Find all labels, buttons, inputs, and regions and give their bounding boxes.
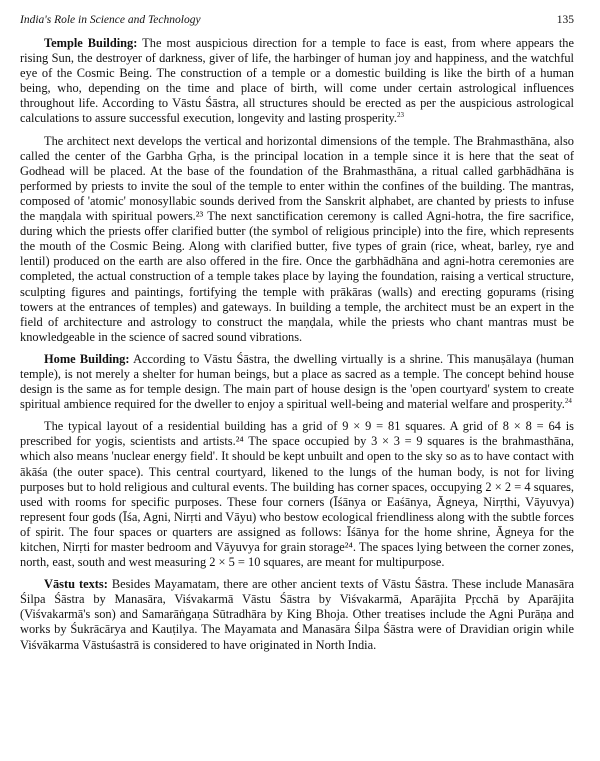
paragraph-text: The typical layout of a residential building has a grid of 9 × 9 = 81 squares. A grid of 8 × 8 = 64 is prescribed for yogis, scientists and artists.²⁴ The space occupied by 3 × 3 = 9 squares is the brahmasthāna, which also means 'nuclear energy field'. It should be kept unbuilt and open to the sky so as to have contact with ākāśa (the outer space). This central courtyard, likened to the lungs of the human body, is not for living purposes but to hold religious and cultural events. The building has corner spaces, occupying 2 × 2 = 4 squares, used with rooms for specific purposes. These four corners (Īśānya or Eaśānya, Āgneya, Nirṛthi, Vāyuvya) represent four gods (Īśa, Agni, Nirṛti and Vāyu) who bestow ecological friendliness along with the subtle forces of spirit. The four spaces or quarters are assigned as follows: Īśānya for the home shrine, Āgneya for the kitchen, Nirṛti for master bedroom and Vāyuvya for grain storage²⁴. The spaces lying between the corner zones, north, east, south and west measuring 2 × 5 = 10 squares, are meant for multipurpose. (20, 419, 574, 570)
paragraph-vastu-texts (20, 577, 574, 652)
paragraph-text: Besides Mayamatam, there are other ancient texts of Vāstu Śāstra. These include Manasāra Śilpa Śāstra by Manasāra, Viśvakarmā Vāstu Śāstra by Viśvakarmā, Aparājita Pṛcchā by Aparājita (Viśvakarmā's son) and Samarāṅgaṇa Sūtradhāra by King Bhoja. Other treatises include the Agni Purāṇa and works by Śukrācārya and Kauṭilya. The Mayamata and Manasāra Śilpa Śāstra were of Dravidian origin while Viśvākarma Vāstuśastrā is considered to have originated in North India. (20, 577, 574, 652)
running-title: India's Role in Science and Technology (20, 14, 201, 26)
paragraph-architect (20, 134, 574, 345)
section-heading: Home Building: (44, 351, 130, 366)
paragraph-text: According to Vāstu Śāstra, the dwelling virtually is a shrine. This manuṣālaya (human temple), is not merely a shelter for human beings, but a place as sacred as a temple. The concept behind house design is the same as for temple design. The main part of house design is the 'open courtyard' system to create spiritual ambience required for the dweller to enjoy a spiritual well-being and material welfare and prosperity. (20, 351, 574, 412)
section-heading: Vāstu texts: (44, 577, 108, 592)
running-header (20, 14, 574, 26)
paragraph-text: The architect next develops the vertical and horizontal dimensions of the temple. The Brahmasthāna, also called the center of the Garbha Gṛha, is the principal location in a temple since it is here that the seat of Godhead will be placed. At the base of the foundation of the Brahmasthāna, a ritual called garbhādhāna is performed by priests to invite the soul of the temple to enter within the confines of the building. The mantras, composed of 'atomic' monosyllabic sounds derived from the Sanskrit alphabet, are chanted by priests to infuse the maṇḍala with spiritual powers.²³ The next sanctification ceremony is called Agni-hotra, the fire sacrifice, during which the priests offer clarified butter (the symbol of religious principle) into the fire, which represents the mouth of the Cosmic Being. Along with clarified butter, five types of grain (rice, wheat, barley, rye and lentil) produced on the earth are also offered in the fire. Once the garbhādhāna and agni-hotra ceremonies are completed, the actual construction of a temple takes place by laying the foundation, raising a vertical structure, sculpting figures and paintings, fortifying the temple with prākāras (walls) and erecting gopurams (rising towers at the entrances of temples) and gateways. In building a temple, the architect must be an expert in the field of architecture and astrology to construct the maṇḍala, while the priests who chant mantras must be knowledgeable in the science of sacred sound vibrations. (20, 133, 574, 344)
footnote-ref: 24 (564, 397, 572, 406)
paragraph-typical-layout (20, 419, 574, 570)
section-heading: Temple Building: (44, 36, 138, 50)
footnote-ref: 23 (397, 111, 405, 120)
paragraph-home-building (20, 352, 574, 412)
paragraph-temple-building (20, 36, 574, 127)
paragraph-text: The most auspicious direction for a temple to face is east, from where appears the rising Sun, the destroyer of darkness, giver of life, the harbinger of human joy and happiness, and the watchful eye of the Cosmic Being. The construction of a temple or a domestic building is like the birth of a human being, who, depending on the time and place of birth, will come under certain astrological influences throughout life. According to Vāstu Śāstra, all structures should be erected as per the auspicious astrological calculations to assure successful execution, longevity and lasting prosperity. (20, 36, 574, 126)
page-number: 135 (556, 14, 574, 26)
